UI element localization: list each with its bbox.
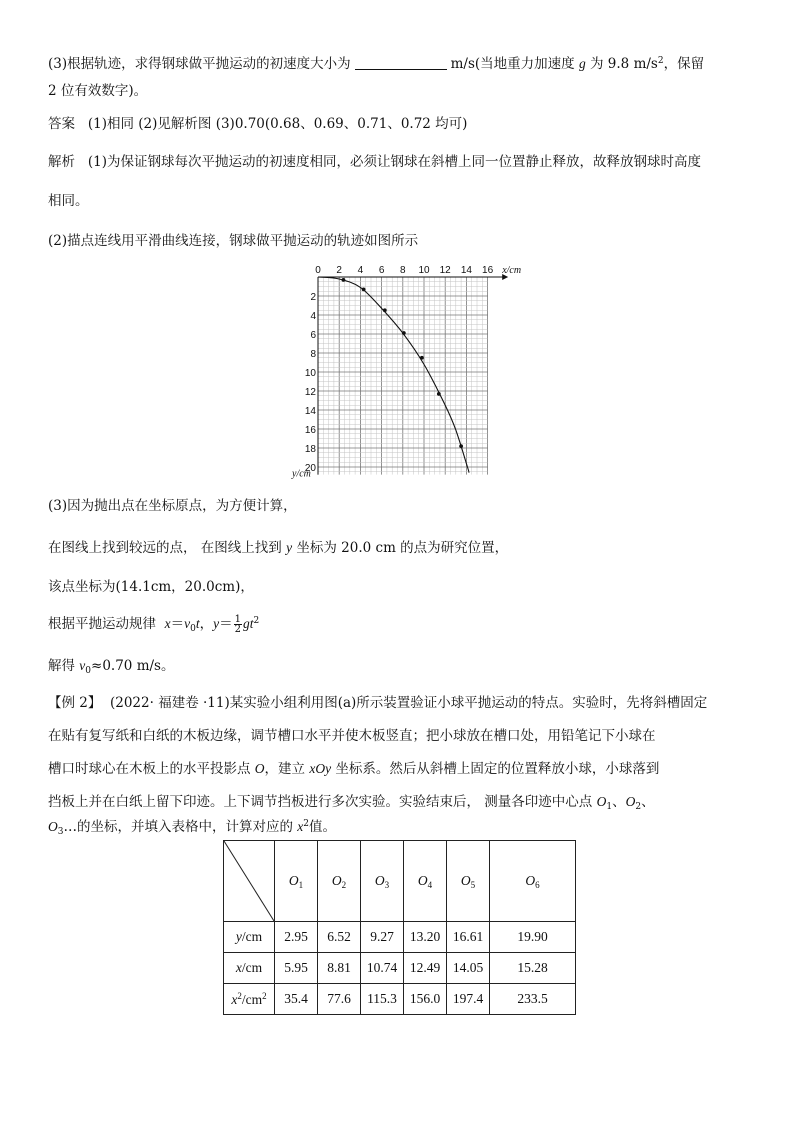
table-row	[224, 984, 576, 1015]
col-header-o5: $O_5$	[447, 841, 490, 922]
data-point	[420, 356, 424, 360]
x-tick-label: 10	[418, 265, 430, 276]
y-tick-label: 18	[304, 444, 316, 455]
row-label-y: y/cm	[224, 922, 275, 953]
x-tick-label: 2	[336, 265, 342, 276]
table-row	[224, 922, 576, 953]
analysis-p4: 在图线上找到较远的点， 在图线上找到 y 坐标为 20.0 cm 的点为研究位置，	[48, 540, 509, 556]
analysis-label: 解析	[48, 154, 75, 170]
y-tick-label: 16	[304, 425, 316, 436]
data-point	[383, 308, 387, 312]
col-header-o4: $O_4$	[404, 841, 447, 922]
table-cell: 233.5	[490, 984, 576, 1015]
y-tick-label: 20	[304, 463, 316, 474]
y-axis-label: y/cm	[292, 468, 311, 480]
table-cell: 14.05	[447, 953, 490, 984]
table-cell: 13.20	[404, 922, 447, 953]
answer-blank	[355, 57, 447, 70]
x-tick-label: 16	[482, 265, 494, 276]
trajectory-chart	[280, 262, 522, 484]
table-cell: 8.81	[318, 953, 361, 984]
analysis-p5: 该点坐标为(14.1cm，20.0cm)，	[48, 579, 254, 595]
table-cell: 156.0	[404, 984, 447, 1015]
x-tick-label: 14	[460, 265, 472, 276]
x-axis-label: x/cm	[502, 265, 522, 276]
y-tick-label: 10	[304, 368, 316, 379]
example2-line5: $O_3\dots$的坐标，并填入表格中，计算对应的 $x^2$值。	[48, 819, 337, 837]
x-tick-label: 8	[400, 265, 406, 276]
diagonal-corner-cell	[224, 841, 275, 922]
table-cell: 77.6	[318, 984, 361, 1015]
y-tick-label: 12	[304, 387, 316, 398]
question-3-line2: 2 位有效数字)。	[48, 83, 148, 99]
y-tick-label: 2	[310, 292, 316, 303]
data-table	[223, 840, 576, 1015]
data-point	[362, 287, 366, 291]
x-tick-label: 4	[357, 265, 364, 276]
answer-line	[48, 112, 467, 132]
col-header-o3: $O_3$	[361, 841, 404, 922]
row-label-x: x/cm	[224, 953, 275, 984]
analysis-p2: (2)描点连线用平滑曲线连接，钢球做平抛运动的轨迹如图所示	[48, 233, 419, 249]
data-point	[342, 278, 346, 282]
answer-label: 答案	[48, 116, 75, 132]
col-header-o1: $O_1$	[275, 841, 318, 922]
example-label: 【例 2】	[48, 695, 102, 711]
table-cell: 115.3	[361, 984, 404, 1015]
y-tick-label: 14	[304, 406, 316, 417]
analysis-p3: (3)因为抛出点在坐标原点，为方便计算，	[48, 498, 297, 514]
example-source: (2022· 福建卷 ·11)	[109, 695, 230, 711]
table-cell: 5.95	[275, 953, 318, 984]
col-header-o2: $O_2$	[318, 841, 361, 922]
data-point	[437, 392, 441, 396]
table-cell: 12.49	[404, 953, 447, 984]
example2-line3: 槽口时球心在木板上的水平投影点 O，建立 xOy 坐标系。然后从斜槽上固定的位置释放小球，小球落到	[48, 761, 660, 777]
table-cell: 19.90	[490, 922, 576, 953]
y-tick-label: 6	[310, 330, 316, 341]
row-label-x-squared: $x^2/cm^2$	[224, 984, 275, 1015]
question-3-line1: (3)根据轨迹，求得钢球做平抛运动的初速度大小为 m/s(当地重力加速度 g 为 9.8 $m/s^2$，保留	[48, 56, 705, 72]
example2-line1: 【例 2】 (2022· 福建卷 ·11)某实验小组利用图(a)所示装置验证小球平抛运动的特点。实验时，先将斜槽固定	[48, 695, 708, 711]
example2-line4: 挡板上并在白纸上留下印迹。上下调节挡板进行多次实验。实验结束后， 测量各印迹中心点 $O_1$、$O_2$、	[48, 794, 655, 812]
analysis-p1: 解析 (1)为保证钢球每次平抛运动的初速度相同，必须让钢球在斜槽上同一位置静止释放，故释放钢球时高度	[48, 154, 701, 170]
table-cell: 10.74	[361, 953, 404, 984]
fraction-one-half: $\frac{1}{2}$	[234, 614, 241, 635]
table-cell: 15.28	[490, 953, 576, 984]
table-cell: 197.4	[447, 984, 490, 1015]
table-cell: 16.61	[447, 922, 490, 953]
analysis-p7: 解得 $v_0\approx 0.70$ m/s。	[48, 658, 175, 676]
analysis-p6: 根据平抛运动规律 $x=v_0t$，y＝ $\frac{1}{2}$ $gt^2$	[48, 614, 260, 635]
table-cell: 9.27	[361, 922, 404, 953]
example2-line2: 在贴有复写纸和白纸的木板边缘，调节槽口水平并使木板竖直；把小球放在槽口处，用铅笔记下小球在	[48, 728, 656, 744]
x-tick-label: 6	[378, 265, 385, 276]
y-tick-label: 4	[310, 311, 316, 322]
answer-text: (1)相同 (2)见解析图 (3)0.70(0.68、0.69、0.71、0.72 均可)	[87, 116, 468, 132]
y-tick-label: 8	[310, 349, 316, 360]
x-tick-label: 12	[439, 265, 451, 276]
table-header-row	[224, 841, 576, 922]
data-point	[459, 444, 463, 448]
table-cell: 2.95	[275, 922, 318, 953]
col-header-o6: $O_6$	[490, 841, 576, 922]
analysis-p1-line2: 相同。	[48, 193, 89, 209]
data-point	[402, 331, 406, 335]
table-cell: 6.52	[318, 922, 361, 953]
table-cell: 35.4	[275, 984, 318, 1015]
x-tick-label: 0	[315, 265, 321, 276]
table-row	[224, 953, 576, 984]
